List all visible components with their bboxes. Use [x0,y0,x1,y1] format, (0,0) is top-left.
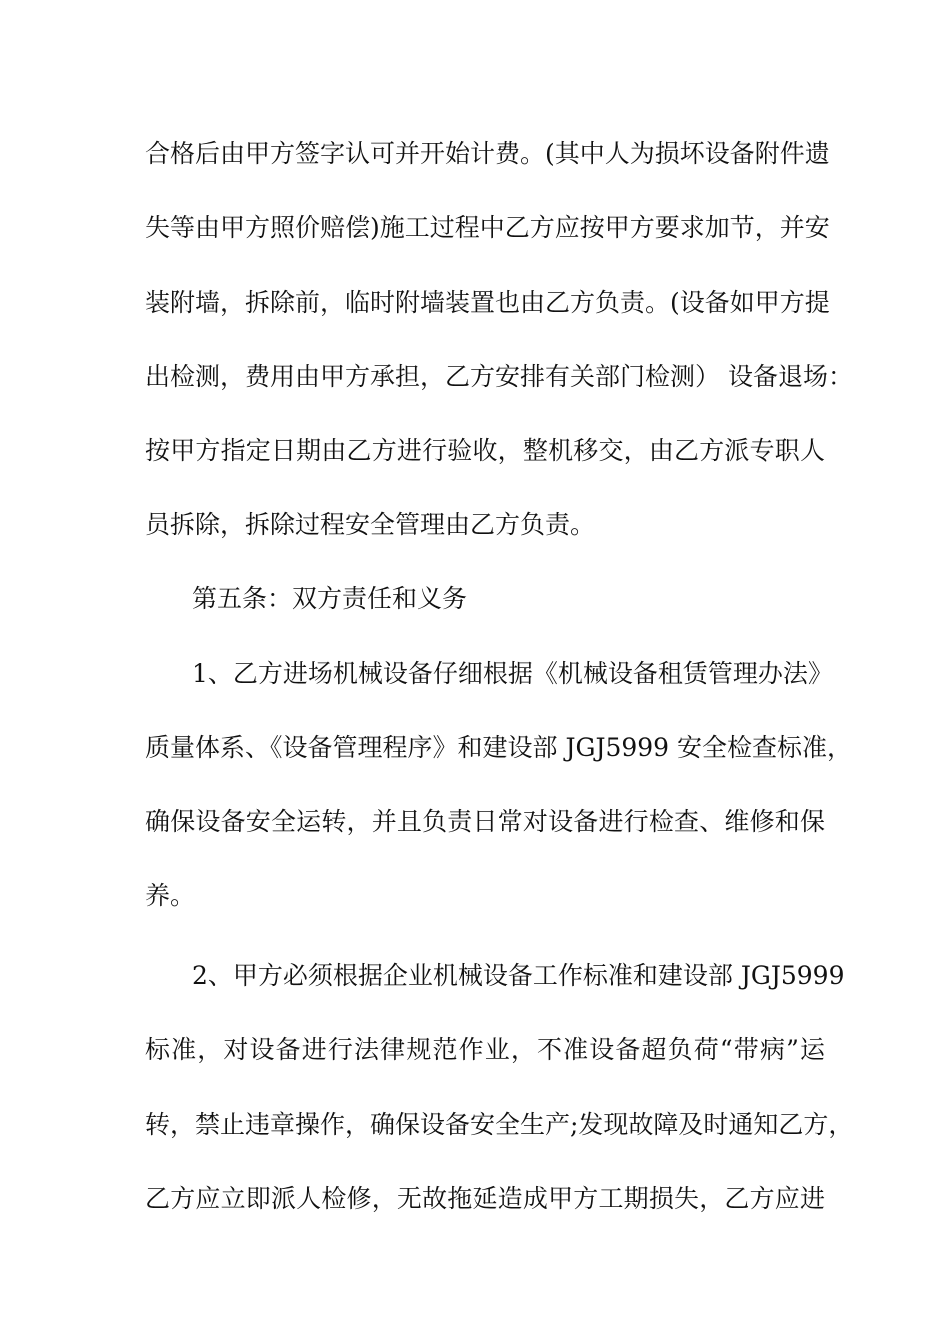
paragraph-line: 按甲方指定日期由乙方进行验收，整机移交，由乙方派专职人 [145,436,825,465]
paragraph-line: 乙方应立即派人检修，无故拖延造成甲方工期损失，乙方应进 [145,1184,825,1213]
paragraph-line: 员拆除，拆除过程安全管理由乙方负责。 [145,510,596,539]
paragraph-line: 出检测，费用由甲方承担，乙方安排有关部门检测） 设备退场： [145,362,853,391]
paragraph-line: 2、甲方必须根据企业机械设备工作标准和建设部 JGJ5999 [192,961,845,990]
paragraph-line: 1、乙方进场机械设备仔细根据《机械设备租赁管理办法》 [192,659,833,688]
paragraph-line: 确保设备安全运转，并且负责日常对设备进行检查、维修和保 [145,807,825,836]
paragraph-line: 转，禁止违章操作，确保设备安全生产;发现故障及时通知乙方， [145,1110,854,1139]
paragraph-line: 装附墙，拆除前，临时附墙装置也由乙方负责。(设备如甲方提 [145,288,830,317]
section-heading: 第五条：双方责任和义务 [192,584,468,613]
paragraph-line: 标准，对设备进行法律规范作业，不准设备超负荷“带病”运 [145,1035,825,1064]
paragraph-line: 质量体系、《设备管理程序》和建设部 JGJ5999 安全检查标准， [145,733,853,762]
paragraph-line: 合格后由甲方签字认可并开始计费。(其中人为损坏设备附件遗 [145,139,830,168]
paragraph-line: 失等由甲方照价赔偿)施工过程中乙方应按甲方要求加节，并安 [145,213,830,242]
paragraph-line: 养。 [145,881,196,910]
